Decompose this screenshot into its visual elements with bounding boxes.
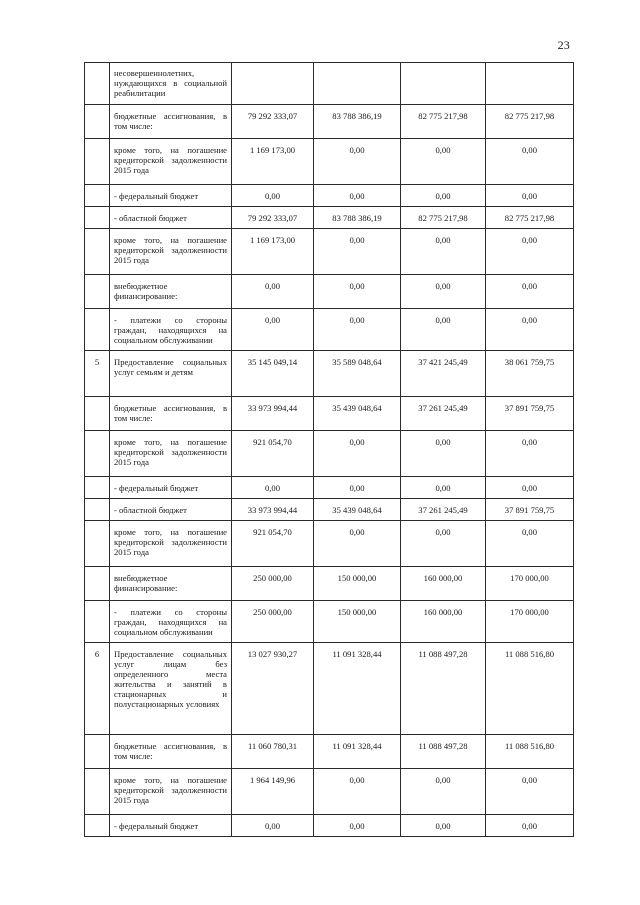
table-row (85, 815, 574, 837)
value-cell-year-1: 921 054,70 (232, 521, 314, 567)
value-cell-year-4: 0,00 (486, 477, 574, 499)
row-label-cell: - областной бюджет (110, 207, 232, 229)
value-cell-year-4: 0,00 (486, 431, 574, 477)
value-cell-year-4: 0,00 (486, 185, 574, 207)
table-row (85, 643, 574, 735)
table-row (85, 601, 574, 643)
value-cell-year-1: 35 145 049,14 (232, 351, 314, 397)
value-cell-year-2: 150 000,00 (314, 601, 401, 643)
table-row (85, 351, 574, 397)
row-label-cell: Предоставление социальных услуг лицам без определенного места жительства и занятий в стационарных и полустационарных условиях (110, 643, 232, 735)
value-cell-year-2: 0,00 (314, 229, 401, 275)
row-label-cell: несовершеннолетних, нуждающихся в социальной реабилитации (110, 63, 232, 105)
value-cell-year-1: 1 169 173,00 (232, 139, 314, 185)
row-label-cell: внебюджетное финансирование: (110, 567, 232, 601)
row-label-cell: - платежи со стороны граждан, находящихся на социальном обслуживании (110, 309, 232, 351)
value-cell-year-4: 37 891 759,75 (486, 499, 574, 521)
row-label-cell: - платежи со стороны граждан, находящихся на социальном обслуживании (110, 601, 232, 643)
value-cell-year-2: 11 091 328,44 (314, 735, 401, 769)
table-row (85, 397, 574, 431)
value-cell-year-3: 0,00 (401, 139, 486, 185)
row-number-cell (85, 207, 110, 229)
value-cell-year-1: 79 292 333,07 (232, 207, 314, 229)
value-cell-year-1: 13 027 930,27 (232, 643, 314, 735)
value-cell-year-1: 921 054,70 (232, 431, 314, 477)
row-label-cell: кроме того, на погашение кредиторской задолженности 2015 года (110, 521, 232, 567)
value-cell-year-2: 0,00 (314, 477, 401, 499)
value-cell-year-3: 0,00 (401, 229, 486, 275)
value-cell-year-2: 0,00 (314, 185, 401, 207)
row-label-cell: кроме того, на погашение кредиторской задолженности 2015 года (110, 431, 232, 477)
table-row (85, 499, 574, 521)
row-label-cell: бюджетные ассигнования, в том числе: (110, 735, 232, 769)
value-cell-year-4: 11 088 516,80 (486, 643, 574, 735)
value-cell-year-2: 83 788 386,19 (314, 105, 401, 139)
table-row (85, 63, 574, 105)
value-cell-year-2: 0,00 (314, 309, 401, 351)
value-cell-year-3: 160 000,00 (401, 567, 486, 601)
row-number-cell (85, 397, 110, 431)
value-cell-year-3: 37 261 245,49 (401, 397, 486, 431)
value-cell-year-3 (401, 63, 486, 105)
row-label-cell: бюджетные ассигнования, в том числе: (110, 105, 232, 139)
row-number-cell (85, 601, 110, 643)
value-cell-year-4: 37 891 759,75 (486, 397, 574, 431)
row-label-cell: - федеральный бюджет (110, 185, 232, 207)
value-cell-year-4: 0,00 (486, 139, 574, 185)
table-row (85, 309, 574, 351)
value-cell-year-2: 35 439 048,64 (314, 397, 401, 431)
value-cell-year-2: 0,00 (314, 275, 401, 309)
value-cell-year-2: 35 439 048,64 (314, 499, 401, 521)
row-number-cell (85, 521, 110, 567)
row-label-cell: внебюджетное финансирование: (110, 275, 232, 309)
value-cell-year-1: 250 000,00 (232, 567, 314, 601)
row-label-cell: кроме того, на погашение кредиторской задолженности 2015 года (110, 139, 232, 185)
row-number-cell (85, 431, 110, 477)
row-number-cell (85, 185, 110, 207)
row-label-cell: - областной бюджет (110, 499, 232, 521)
row-number-cell (85, 275, 110, 309)
value-cell-year-4: 170 000,00 (486, 567, 574, 601)
row-number-cell (85, 769, 110, 815)
value-cell-year-1: 0,00 (232, 477, 314, 499)
value-cell-year-3: 0,00 (401, 769, 486, 815)
value-cell-year-3: 0,00 (401, 815, 486, 837)
row-label-cell: кроме того, на погашение кредиторской задолженности 2015 года (110, 769, 232, 815)
table-row (85, 477, 574, 499)
table-row (85, 431, 574, 477)
value-cell-year-1: 0,00 (232, 185, 314, 207)
value-cell-year-4: 82 775 217,98 (486, 207, 574, 229)
row-label-cell: бюджетные ассигнования, в том числе: (110, 397, 232, 431)
row-number-cell (85, 309, 110, 351)
row-number-cell (85, 477, 110, 499)
row-number-cell (85, 815, 110, 837)
value-cell-year-1: 33 973 994,44 (232, 397, 314, 431)
row-number-cell (85, 229, 110, 275)
value-cell-year-1: 250 000,00 (232, 601, 314, 643)
row-number-cell (85, 499, 110, 521)
value-cell-year-4: 0,00 (486, 275, 574, 309)
value-cell-year-3: 37 261 245,49 (401, 499, 486, 521)
value-cell-year-1: 0,00 (232, 815, 314, 837)
table-row (85, 229, 574, 275)
row-label-cell: - федеральный бюджет (110, 815, 232, 837)
table-row (85, 735, 574, 769)
table-row (85, 567, 574, 601)
value-cell-year-1: 33 973 994,44 (232, 499, 314, 521)
table-row (85, 139, 574, 185)
budget-table-body (85, 63, 574, 837)
value-cell-year-1: 0,00 (232, 275, 314, 309)
value-cell-year-4: 0,00 (486, 769, 574, 815)
value-cell-year-3: 0,00 (401, 477, 486, 499)
value-cell-year-2: 83 788 386,19 (314, 207, 401, 229)
value-cell-year-2 (314, 63, 401, 105)
value-cell-year-2: 0,00 (314, 815, 401, 837)
value-cell-year-3: 37 421 245,49 (401, 351, 486, 397)
table-row (85, 185, 574, 207)
budget-table (84, 62, 574, 837)
table-row (85, 207, 574, 229)
value-cell-year-4: 0,00 (486, 521, 574, 567)
value-cell-year-2: 0,00 (314, 769, 401, 815)
row-label-cell: кроме того, на погашение кредиторской задолженности 2015 года (110, 229, 232, 275)
value-cell-year-2: 0,00 (314, 431, 401, 477)
row-number-cell: 5 (85, 351, 110, 397)
row-number-cell (85, 139, 110, 185)
value-cell-year-3: 160 000,00 (401, 601, 486, 643)
value-cell-year-4: 82 775 217,98 (486, 105, 574, 139)
row-number-cell (85, 63, 110, 105)
value-cell-year-4: 170 000,00 (486, 601, 574, 643)
value-cell-year-4: 0,00 (486, 229, 574, 275)
row-number-cell: 6 (85, 643, 110, 735)
value-cell-year-4: 11 088 516,80 (486, 735, 574, 769)
table-row (85, 769, 574, 815)
value-cell-year-3: 0,00 (401, 275, 486, 309)
value-cell-year-3: 82 775 217,98 (401, 105, 486, 139)
page-number: 23 (557, 38, 570, 52)
value-cell-year-3: 0,00 (401, 309, 486, 351)
value-cell-year-3: 0,00 (401, 185, 486, 207)
value-cell-year-1: 0,00 (232, 309, 314, 351)
value-cell-year-4: 0,00 (486, 815, 574, 837)
value-cell-year-3: 0,00 (401, 431, 486, 477)
table-row (85, 521, 574, 567)
value-cell-year-3: 82 775 217,98 (401, 207, 486, 229)
value-cell-year-3: 11 088 497,28 (401, 735, 486, 769)
value-cell-year-2: 0,00 (314, 521, 401, 567)
value-cell-year-2: 150 000,00 (314, 567, 401, 601)
value-cell-year-3: 0,00 (401, 521, 486, 567)
value-cell-year-4 (486, 63, 574, 105)
value-cell-year-4: 38 061 759,75 (486, 351, 574, 397)
value-cell-year-2: 0,00 (314, 139, 401, 185)
value-cell-year-1: 1 169 173,00 (232, 229, 314, 275)
row-label-cell: Предоставление социальных услуг семьям и детям (110, 351, 232, 397)
value-cell-year-4: 0,00 (486, 309, 574, 351)
table-row (85, 275, 574, 309)
row-number-cell (85, 735, 110, 769)
value-cell-year-1: 1 964 149,96 (232, 769, 314, 815)
value-cell-year-1 (232, 63, 314, 105)
value-cell-year-1: 79 292 333,07 (232, 105, 314, 139)
value-cell-year-1: 11 060 780,31 (232, 735, 314, 769)
value-cell-year-2: 35 589 048,64 (314, 351, 401, 397)
value-cell-year-2: 11 091 328,44 (314, 643, 401, 735)
value-cell-year-3: 11 088 497,28 (401, 643, 486, 735)
row-label-cell: - федеральный бюджет (110, 477, 232, 499)
row-number-cell (85, 567, 110, 601)
row-number-cell (85, 105, 110, 139)
table-row (85, 105, 574, 139)
